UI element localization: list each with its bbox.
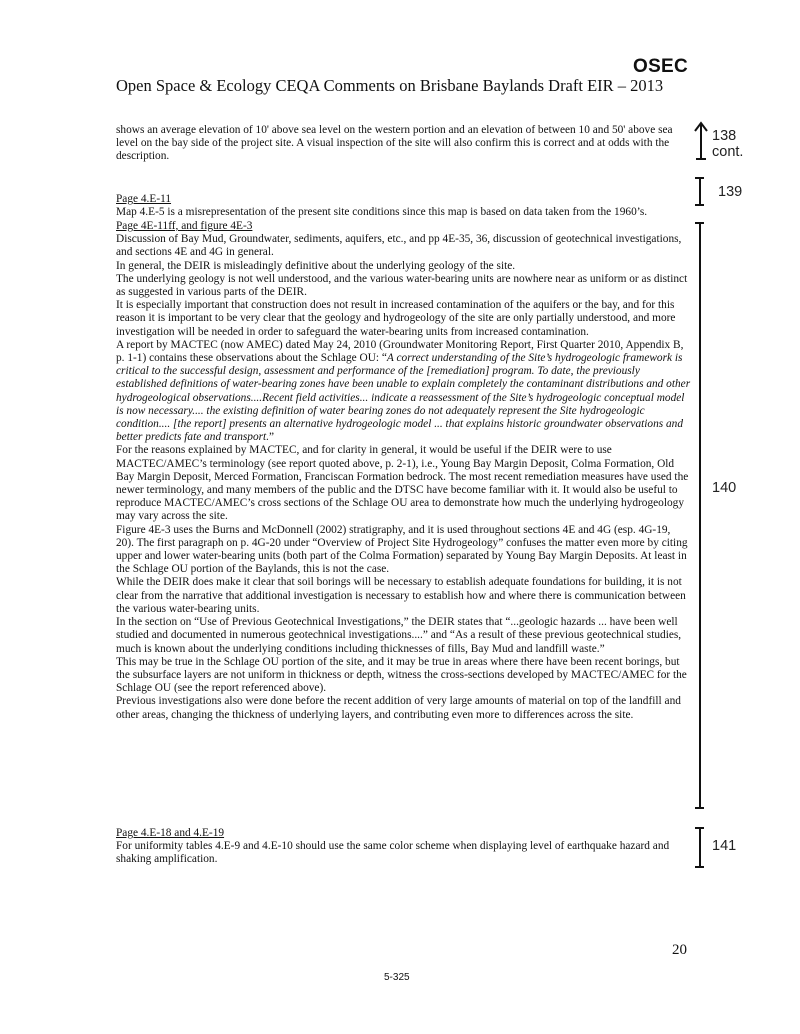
paragraph: Map 4.E-5 is a misrepresentation of the present site conditions since this map is based on data taken from the 1960’s. (116, 206, 648, 219)
paragraph: While the DEIR does make it clear that soil borings will be necessary to establish adequate foundations for building, it is not clear from the narrative that additional investigation is necessary to establish how and where there is communication between the various water-bearing units. (116, 576, 686, 615)
org-label: OSEC (633, 56, 689, 77)
bracket-cap (695, 827, 704, 829)
paragraph: It is especially important that construction does not result in increased contamination of the aquifers or the bay, and for this reason it is important to be very clear that the geology and hydrogeology of the site are only partially understood, and more investigation will be needed in order to safeguard the water-bearing units from increased contamination. (116, 299, 676, 338)
paragraph: Discussion of Bay Mud, Groundwater, sediments, aquifers, etc., and pp 4E-35, 36, discussion of geotechnical investigations, and sections 4E and 4G in general. (116, 233, 682, 259)
bracket-cap (695, 807, 704, 809)
comment-140-text (116, 220, 691, 722)
bracket-cap (695, 177, 704, 179)
paragraph: For uniformity tables 4.E-9 and 4.E-10 should use the same color scheme when displaying level of earthquake hazard and shaking amplification. (116, 840, 670, 866)
bracket-cap (695, 222, 704, 224)
paragraph: This may be true in the Schlage OU portion of the site, and it may be true in areas where there have been recent borings, but the subsurface layers are not uniform in thickness or depth, witness the cross-sections developed by MACTEC/AMEC for the Schlage OU (see the report referenced above). (116, 655, 687, 695)
paragraph: In general, the DEIR is misleadingly definitive about the underlying geology of the site. (116, 259, 516, 272)
section-heading: Page 4E-11ff, and figure 4E-3 (116, 220, 253, 232)
bracket-cap (695, 866, 704, 868)
comment-139-text (116, 193, 691, 219)
bracket-cap (695, 204, 704, 206)
paragraph: In the section on “Use of Previous Geotechnical Investigations,” the DEIR states that “...geologic hazards ... have been well studied and documented in numerous geotechnical investigations....” and “As a result of these previous geotechnical studies, much is known about the underlying conditions including thicknesses of fills, Bay Mud and landfill waste.” (116, 616, 682, 655)
comment-marker-138 (712, 128, 743, 160)
comment-marker-140: 140 (712, 480, 737, 496)
comment-number: 138 (712, 128, 737, 144)
paragraph: The underlying geology is not well understood, and the various water-bearing units are nowhere near as uniform or as distinct as suggested in various parts of the DEIR. (116, 272, 688, 299)
paragraph: For the reasons explained by MACTEC, and for clarity in general, it would be useful if the DEIR were to use MACTEC/AMEC’s terminology (see report quoted above, p. 2-1), i.e., Young Bay Margin Deposit, Colma Formation, Old Bay Margin Deposit, Merced Formation, Franciscan Formation bedrock. The most recent remediation measures have used the newer terminology, and many members of the public and the DTSC have become familiar with it. It would also be useful to reproduce MACTEC/AMEC’s cross sections of the Schlage OU area to demonstrate how much the underlying hydrogeology may vary across the site. (116, 444, 689, 523)
comment-continued-label: cont. (712, 144, 744, 160)
paragraph: Previous investigations also were done before the recent addition of very large amounts of material on top of the landfill and other areas, changing the thickness of underlying layers, and contributing even more to differences across the site. (116, 695, 681, 721)
quote-close: ” (269, 431, 275, 444)
comment-marker-139: 139 (718, 184, 743, 200)
document-title: Open Space & Ecology CEQA Comments on Brisbane Baylands Draft EIR – 2013 (116, 76, 664, 95)
arrow-up-icon (694, 121, 708, 161)
report-intro: A report by MACTEC (now AMEC) dated May 24, 2010 (Groundwater Monitoring Report, First Quarter 2010, Appendix B, p. 1-1) contains these observations about the Schlage OU: “ (116, 338, 684, 365)
footer-number: 5-325 (384, 972, 410, 983)
report-quote: A correct understanding of the Site’s hydrogeologic framework is critical to the successful design, assessment and performance of the [remediation] program. To date, the previously established definitions of water-bearing zones have been unable to explain completely the contaminant distributions and other hydrogeological observations....Recent field activities... indicate a reassessment of the Site’s hydrogeologic conceptual model is now necessary.... the existing definition of water bearing zones do not adequately represent the Site hydrogeologic condition.... [the report] presents an alternative hydrogeologic model ... that explains historic groundwater observations and better predicts fate and transport. (116, 352, 691, 444)
comment-141-text (116, 827, 691, 867)
paragraph: shows an average elevation of 10' above sea level on the western portion and an elevation of between 10 and 50' above sea level on the bay side of the project site. A visual inspection of the site will also confirm this is correct and at odds with the description. (116, 124, 673, 163)
section-heading: Page 4.E-18 and 4.E-19 (116, 827, 225, 839)
bracket-139 (699, 177, 701, 205)
paragraph-report-quote (116, 339, 691, 445)
section-heading: Page 4.E-11 (116, 193, 172, 205)
bracket-141 (699, 827, 701, 867)
bracket-140 (699, 222, 701, 808)
page-number: 20 (672, 942, 687, 958)
comment-marker-141: 141 (712, 838, 737, 854)
comment-138-text (116, 124, 691, 164)
paragraph: Figure 4E-3 uses the Burns and McDonnell (2002) stratigraphy, and it is used throughout sections 4E and 4G (esp. 4G-19, 20). The first paragraph on p. 4G-20 under “Overview of Project Site Hydrogeology” confuses the matter even more by citing upper and lower water-bearing units (both part of the Colma Formation) separated by Young Bay Margin Deposits. At least in the Schlage OU portion of the Baylands, this is not the case. (116, 523, 688, 576)
